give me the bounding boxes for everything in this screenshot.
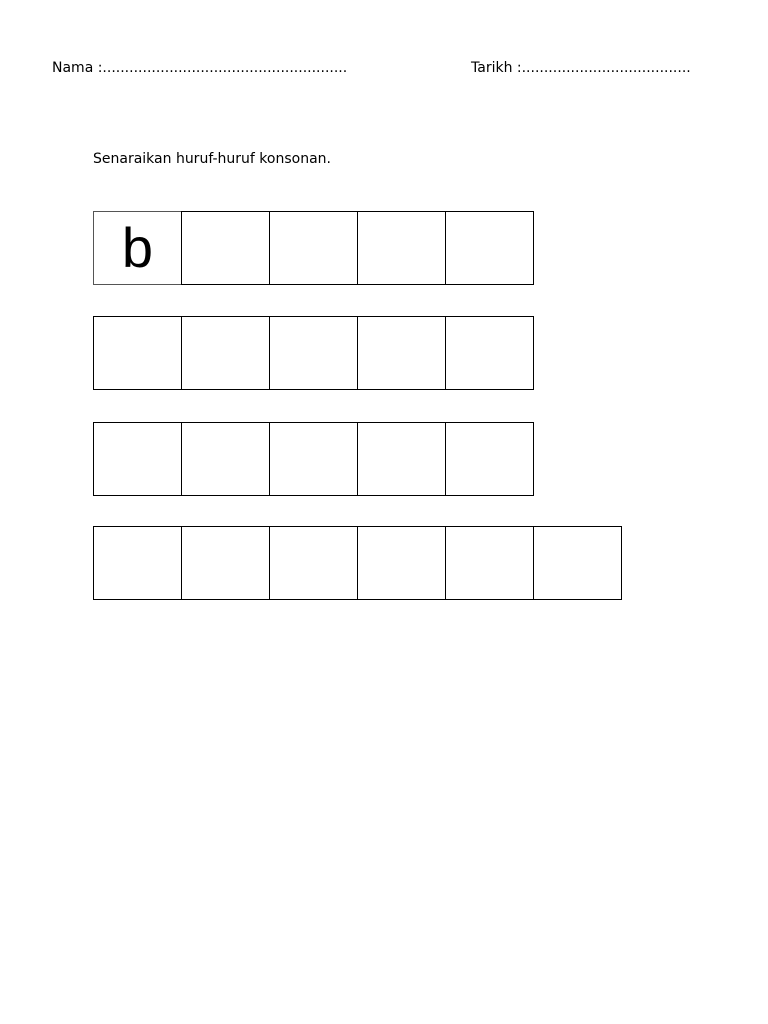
answer-box[interactable] [357, 526, 446, 600]
answer-box[interactable] [445, 422, 534, 496]
answer-box-example: b [93, 211, 182, 285]
answer-box[interactable] [269, 316, 358, 390]
answer-box[interactable] [445, 316, 534, 390]
answer-row-4 [93, 526, 621, 600]
answer-box[interactable] [269, 211, 358, 285]
answer-box[interactable] [269, 526, 358, 600]
answer-box[interactable] [445, 526, 534, 600]
date-field[interactable]: Tarikh :...................................... [471, 60, 691, 76]
name-field[interactable]: Nama :....................................................... [52, 60, 348, 76]
answer-box[interactable] [181, 316, 270, 390]
instruction-text: Senaraikan huruf-huruf konsonan. [93, 151, 331, 167]
answer-box[interactable] [93, 526, 182, 600]
answer-box[interactable] [357, 316, 446, 390]
answer-box[interactable] [181, 211, 270, 285]
answer-box[interactable] [93, 422, 182, 496]
answer-box[interactable] [181, 526, 270, 600]
answer-box[interactable] [357, 211, 446, 285]
answer-box[interactable] [181, 422, 270, 496]
answer-row-3 [93, 422, 533, 496]
answer-row-2 [93, 316, 533, 390]
answer-box[interactable] [445, 211, 534, 285]
answer-box[interactable] [269, 422, 358, 496]
answer-box[interactable] [533, 526, 622, 600]
answer-row-1 [93, 211, 533, 285]
answer-box[interactable] [357, 422, 446, 496]
answer-box[interactable] [93, 316, 182, 390]
